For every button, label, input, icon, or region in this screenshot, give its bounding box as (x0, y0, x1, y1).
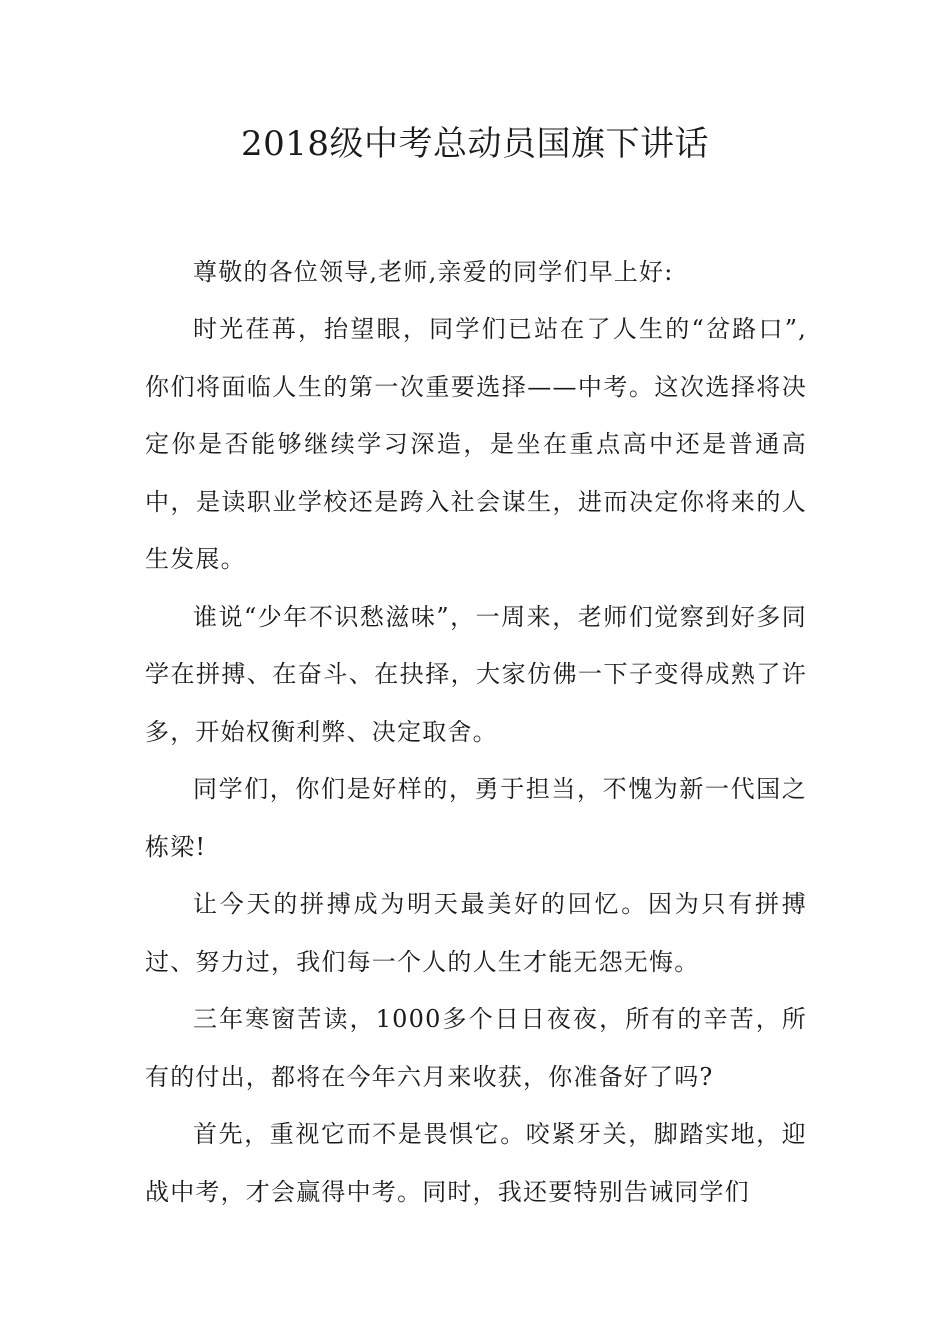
paragraph-crossroads: 时光荏苒，抬望眼，同学们已站在了人生的“岔路口”,你们将面临人生的第一次重要选择——中考。这次选择将决定你是否能够继续学习深造，是坐在重点高中还是普通高中，是读职业学校还是跨入社会谋生，进而决定你将来的人生发展。 (145, 315, 807, 573)
paragraph-memories: 让今天的拼搏成为明天最美好的回忆。因为只有拼搏过、努力过，我们每一个人的人生才能无怨无悔。 (145, 890, 807, 976)
paragraph-salutation: 尊敬的各位领导,老师,亲爱的同学们早上好: (193, 258, 674, 286)
paragraph-first-advice: 首先，重视它而不是畏惧它。咬紧牙关，脚踏实地，迎战中考，才会赢得中考。同时，我还要特别告诫同学们 (145, 1120, 807, 1206)
page-title: 2018级中考总动员国旗下讲话 (240, 124, 710, 164)
paragraph-growing-up: 谁说“少年不识愁滋味”，一周来，老师们觉察到好多同学在拼搏、在奋斗、在抉择，大家仿佛一下子变得成熟了许多，开始权衡利弊、决定取舍。 (145, 602, 807, 746)
paragraph-three-years: 三年寒窗苦读，1000多个日日夜夜，所有的辛苦，所有的付出，都将在今年六月来收获，你准备好了吗? (145, 1005, 807, 1091)
document-body (145, 244, 807, 1221)
paragraph-praise: 同学们，你们是好样的，勇于担当，不愧为新一代国之栋梁! (145, 775, 807, 861)
